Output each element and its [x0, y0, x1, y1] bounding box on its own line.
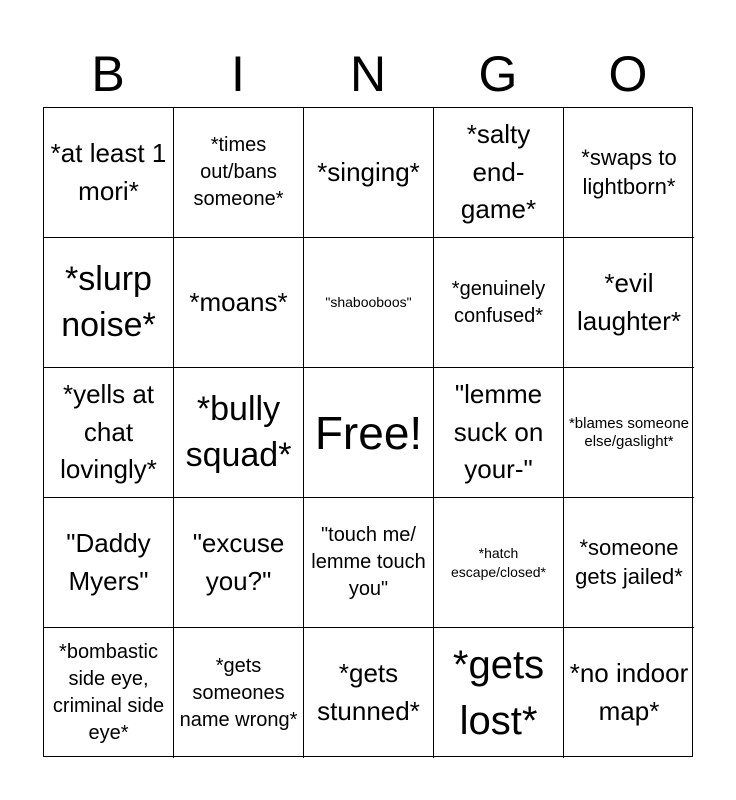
bingo-cell[interactable]: *moans*	[174, 238, 304, 368]
bingo-cell[interactable]: *gets someones name wrong*	[174, 628, 304, 758]
bingo-header	[43, 40, 693, 108]
bingo-cell[interactable]: "shabooboos"	[304, 238, 434, 368]
bingo-cell[interactable]: *gets lost*	[434, 628, 564, 758]
bingo-cell[interactable]: *singing*	[304, 108, 434, 238]
bingo-cell[interactable]: *slurp noise*	[44, 238, 174, 368]
header-letter-n: N	[349, 46, 387, 102]
header-letter-i: I	[231, 46, 245, 102]
bingo-cell[interactable]: "Daddy Myers"	[44, 498, 174, 628]
bingo-cell[interactable]: *genuinely confused*	[434, 238, 564, 368]
bingo-cell[interactable]: *swaps to lightborn*	[564, 108, 694, 238]
bingo-cell[interactable]: *hatch escape/closed*	[434, 498, 564, 628]
header-letter-b: B	[91, 46, 125, 102]
bingo-cell[interactable]: "touch me/ lemme touch you"	[304, 498, 434, 628]
bingo-cell[interactable]: *yells at chat lovingly*	[44, 368, 174, 498]
bingo-cell[interactable]: *blames someone else/gaslight*	[564, 368, 694, 498]
bingo-cell[interactable]: *someone gets jailed*	[564, 498, 694, 628]
bingo-cell[interactable]: *evil laughter*	[564, 238, 694, 368]
bingo-free-cell[interactable]: Free!	[304, 368, 434, 498]
bingo-cell[interactable]: *bombastic side eye, criminal side eye*	[44, 628, 174, 758]
bingo-cell[interactable]: *salty end-game*	[434, 108, 564, 238]
bingo-cell[interactable]: "lemme suck on your-"	[434, 368, 564, 498]
bingo-cell[interactable]: *gets stunned*	[304, 628, 434, 758]
bingo-cell[interactable]: *times out/bans someone*	[174, 108, 304, 238]
bingo-board	[43, 107, 693, 757]
bingo-cell[interactable]: *bully squad*	[174, 368, 304, 498]
header-letter-g: G	[478, 46, 518, 102]
header-letter-o: O	[608, 46, 648, 102]
bingo-cell[interactable]: *no indoor map*	[569, 658, 689, 726]
bingo-cell[interactable]: "excuse you?"	[174, 498, 304, 628]
bingo-cell[interactable]: *at least 1 mori*	[44, 108, 174, 238]
